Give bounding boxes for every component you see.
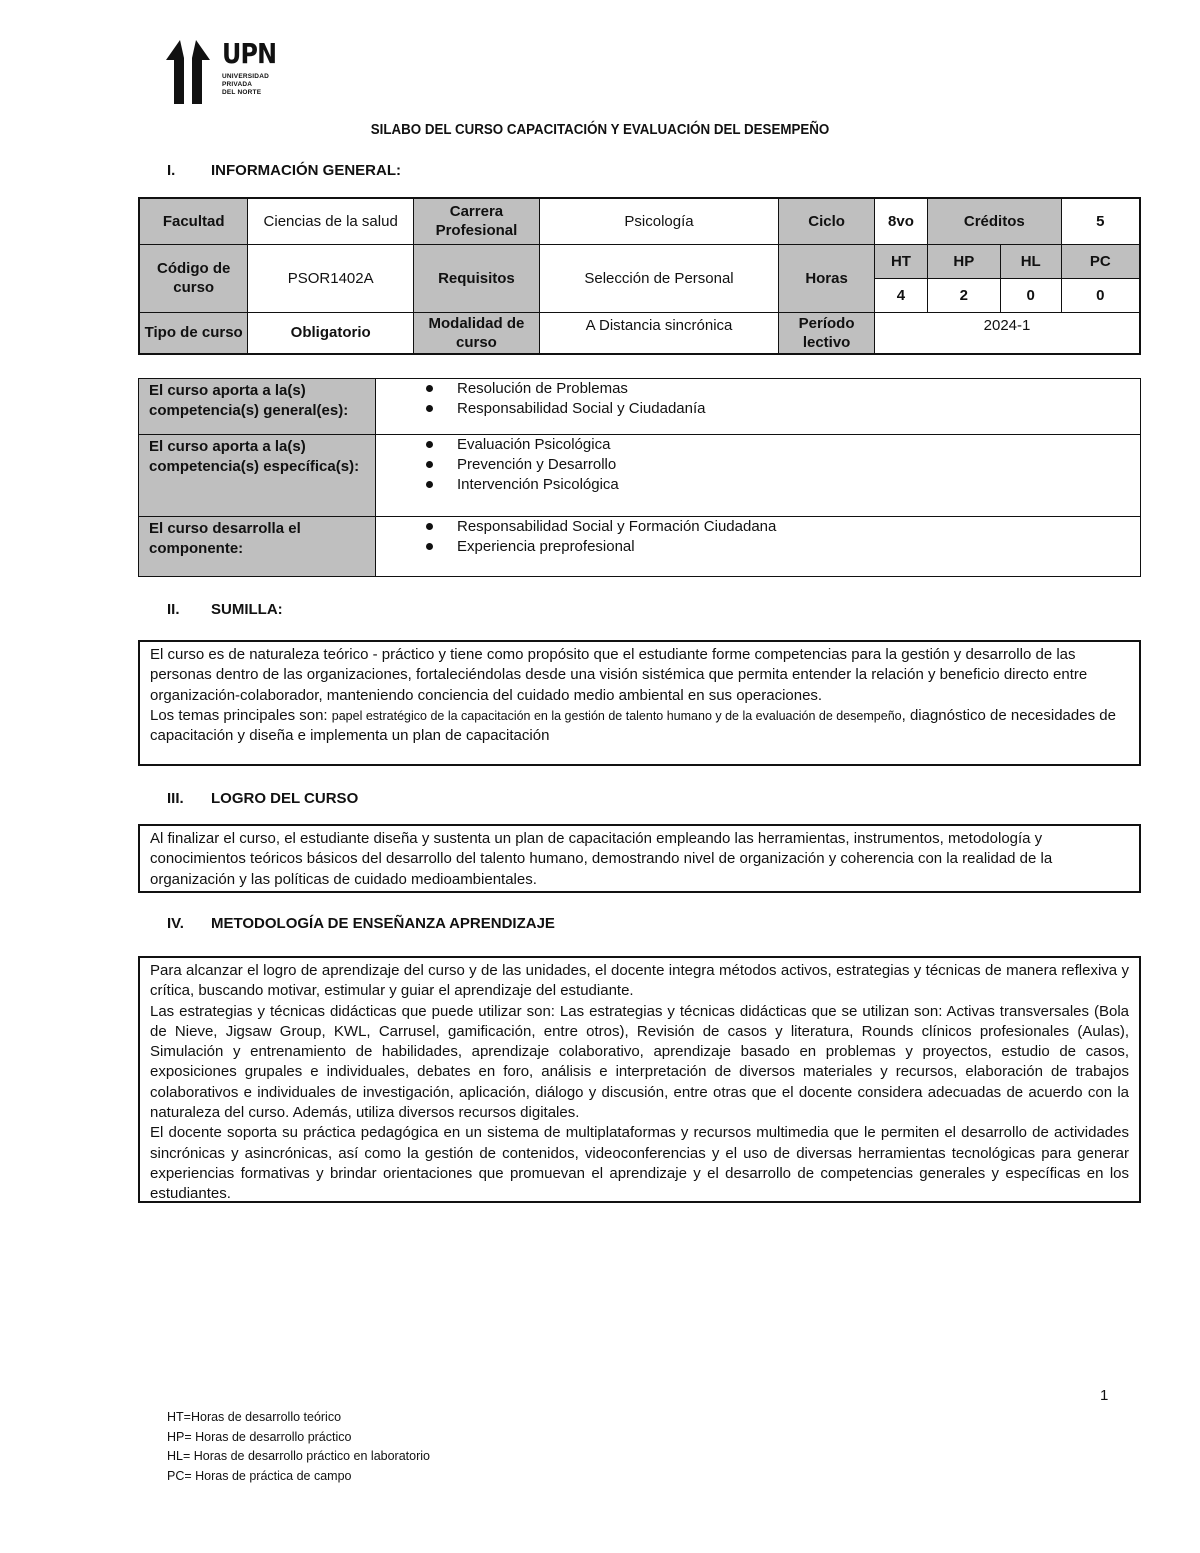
- career-label: Carrera Profesional: [414, 198, 540, 244]
- requirements-value: Selección de Personal: [539, 244, 778, 312]
- section-title: LOGRO DEL CURSO: [211, 790, 359, 807]
- period-value: 2024-1: [875, 312, 1140, 354]
- section-heading-sumilla: [167, 601, 283, 618]
- section-number: II.: [167, 601, 180, 618]
- list-item: Evaluación Psicológica: [457, 435, 1139, 455]
- footnote: HT=Horas de desarrollo teórico: [167, 1410, 342, 1424]
- ht-value: 4: [875, 278, 928, 312]
- cycle-label: Ciclo: [779, 198, 875, 244]
- course-code-label: Código de curso: [139, 244, 248, 312]
- page-number: 1: [1100, 1387, 1109, 1404]
- list-item: Experiencia preprofesional: [457, 537, 1139, 557]
- modality-value: A Distancia sincrónica: [539, 312, 778, 354]
- ht-label: HT: [875, 244, 928, 278]
- competency-label: El curso desarrolla el componente:: [139, 517, 376, 577]
- section-title: SUMILLA:: [211, 601, 283, 618]
- footnote: HP= Horas de desarrollo práctico: [167, 1429, 352, 1444]
- competency-list: [377, 379, 1139, 419]
- metodologia-box: [138, 956, 1141, 1203]
- logo-wordmark: UPN: [222, 37, 277, 70]
- competencies-table: [138, 378, 1141, 577]
- competency-list: [377, 435, 1139, 495]
- cycle-value: 8vo: [875, 198, 928, 244]
- pc-value: 0: [1061, 278, 1140, 312]
- course-code-value: PSOR1402A: [248, 244, 414, 312]
- footnotes: [167, 1408, 430, 1486]
- credits-label: Créditos: [927, 198, 1061, 244]
- sumilla-box: [138, 640, 1141, 766]
- section-number: I.: [167, 162, 176, 179]
- footnote: PC= Horas de práctica de campo: [167, 1468, 352, 1483]
- section-heading-metodologia: [167, 915, 555, 932]
- list-item: Intervención Psicológica: [457, 475, 1139, 495]
- requirements-label: Requisitos: [414, 244, 540, 312]
- general-info-table: [138, 197, 1141, 355]
- hp-value: 2: [927, 278, 1000, 312]
- section-heading-logro: [167, 790, 358, 807]
- section-number: III.: [167, 790, 184, 807]
- competency-list: [377, 517, 1139, 557]
- career-value: Psicología: [539, 198, 778, 244]
- period-label: Período lectivo: [779, 312, 875, 354]
- section-title: INFORMACIÓN GENERAL:: [211, 162, 401, 179]
- upn-arrow-logo-icon: [166, 40, 216, 106]
- metodologia-paragraph: El docente soporta su práctica pedagógica en un sistema de multiplataformas y recursos multimedia que le permiten el desarrollo de actividades sincrónicas y asincrónicas, así como la gestión de contenidos, videoconferencias y el uso de diversas herramientas tecnológicas para generar experiencias formativas y brindar orientaciones que promuevan el aprendizaje y el desarrollo de competencias generales y específicas en los estudiantes.: [150, 1124, 1129, 1203]
- credits-value: 5: [1061, 198, 1140, 244]
- section-number: IV.: [167, 915, 184, 932]
- sumilla-paragraph: El curso es de naturaleza teórico - práctico y tiene como propósito que el estudiante forme competencias para la gestión y desarrollo de las personas dentro de las organizaciones, fortaleciéndolas desde una visión sistémica que permita entender la relación y beneficio directo entre organización-colaborador, manteniendo conciencia del cuidado medio ambiental en sus operaciones.: [150, 646, 1088, 704]
- list-item: Responsabilidad Social y Formación Ciudadana: [457, 517, 1139, 537]
- footnote: HL= Horas de desarrollo práctico en laboratorio: [167, 1449, 430, 1463]
- competency-row: [139, 435, 1141, 517]
- logro-paragraph: Al finalizar el curso, el estudiante diseña y sustenta un plan de capacitación empleando las herramientas, instrumentos, metodología y conocimientos teóricos básicos del desarrollo del talento humano, demostrando nivel de organización y coherencia con la realidad de la organización y las políticas de cuidado medioambientales.: [150, 830, 1053, 888]
- faculty-value: Ciencias de la salud: [248, 198, 414, 244]
- modality-label: Modalidad de curso: [414, 312, 540, 354]
- hl-label: HL: [1000, 244, 1061, 278]
- list-item: Prevención y Desarrollo: [457, 455, 1139, 475]
- competency-row: [139, 517, 1141, 577]
- section-heading-general-info: [167, 162, 401, 179]
- list-item: Responsabilidad Social y Ciudadanía: [457, 399, 1139, 419]
- sumilla-topics: Los temas principales son: papel estratégico de la capacitación en la gestión de talento humano y de la evaluación de desempeño, diagnóstico de necesidades de capacitación y diseña e implementa un plan de capacitación: [150, 706, 1116, 745]
- list-item: Resolución de Problemas: [457, 379, 1139, 399]
- course-type-value: Obligatorio: [248, 312, 414, 354]
- page-title: SILABO DEL CURSO CAPACITACIÓN Y EVALUACIÓN DEL DESEMPEÑO: [370, 122, 830, 138]
- faculty-label: Facultad: [139, 198, 248, 244]
- metodologia-paragraph: Las estrategias y técnicas didácticas que puede utilizar son: Las estrategias y técnicas didácticas que se utilizan son: Activas transversales (Bola de Nieve, Jigsaw Group, KWL, Carrusel, gamificación, entre otros), Revisión de casos y literatura, Rounds clínicos profesionales (Aulas), Simulación y entrenamiento de habilidades, aprendizaje colaborativo, aprendizaje basado en problemas y proyectos, estudio de casos, exposiciones grupales e individuales, debates en foro, análisis e interpretación de diversos materiales y recursos, elaboración de trabajos colaborativos e individuales de investigación, aplicación, diálogo y discusión, entre otras que el docente considera adecuadas de acuerdo con la naturaleza del curso. Además, utiliza diversos recursos digitales.: [150, 1002, 1129, 1122]
- competency-label: El curso aporta a la(s) competencia(s) específica(s):: [139, 435, 376, 517]
- hl-value: 0: [1000, 278, 1061, 312]
- metodologia-paragraph: Para alcanzar el logro de aprendizaje del curso y de las unidades, el docente integra métodos activos, estrategias y técnicas de manera reflexiva y crítica, buscando motivar, estimular y guiar el aprendizaje del estudiante.: [150, 962, 1129, 1000]
- pc-label: PC: [1061, 244, 1140, 278]
- course-type-label: Tipo de curso: [139, 312, 248, 354]
- upn-logo: [166, 37, 277, 110]
- section-title: METODOLOGÍA DE ENSEÑANZA APRENDIZAJE: [211, 915, 555, 932]
- competency-label: El curso aporta a la(s) competencia(s) general(es):: [139, 379, 376, 435]
- hp-label: HP: [927, 244, 1000, 278]
- competency-row: [139, 379, 1141, 435]
- hours-label: Horas: [779, 244, 875, 312]
- logo-text: [222, 37, 286, 97]
- logo-subtitle: UNIVERSIDAD PRIVADA DEL NORTE: [222, 73, 269, 96]
- logro-box: [138, 824, 1141, 893]
